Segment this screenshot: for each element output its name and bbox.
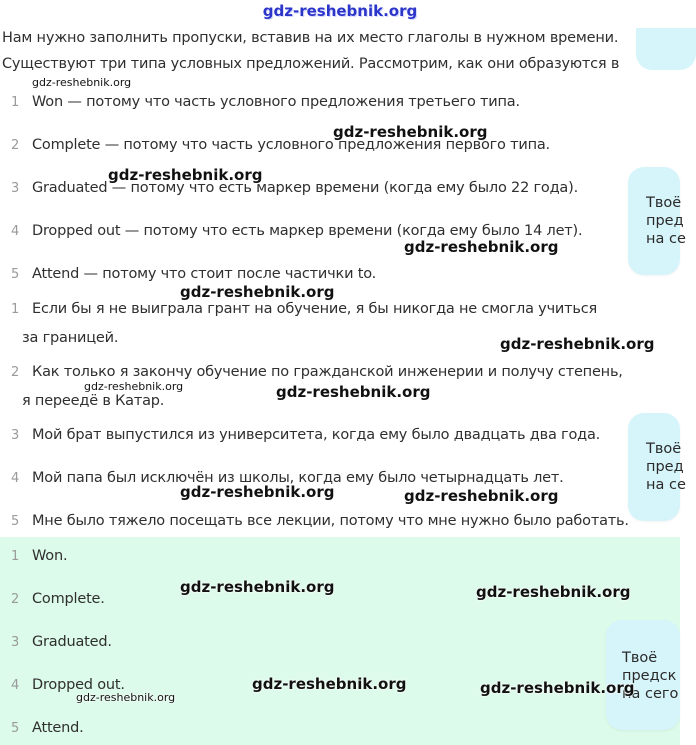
item-number: 4 — [11, 678, 20, 693]
watermark: gdz-reshebnik.org — [333, 123, 488, 141]
list-item — [0, 174, 640, 203]
bubble-line: на сего — [622, 686, 679, 702]
item-text: Мой брат выпустился из университета, когда ему было двадцать два года. — [32, 427, 601, 443]
item-number: 5 — [11, 514, 20, 529]
bubble-line: предск — [622, 668, 677, 684]
item-text: Won. — [32, 548, 68, 564]
top-bubble-fragment — [636, 28, 696, 70]
item-number: 5 — [11, 721, 20, 736]
watermark: gdz-reshebnik.org — [276, 383, 431, 401]
item-number: 5 — [11, 267, 20, 282]
watermark: gdz-reshebnik.org — [180, 578, 335, 596]
intro-line-1: Нам нужно заполнить пропуски, вставив на их место глаголы в нужном времени. — [2, 30, 619, 46]
intro-line-2: Существуют три типа условных предложений. Рассмотрим, как они образуются в — [2, 56, 620, 72]
item-text: Dropped out — потому что есть маркер времени (когда ему было 14 лет). — [32, 223, 583, 239]
prediction-bubble[interactable] — [606, 620, 680, 730]
item-text: Won — потому что часть условного предложения третьего типа. — [32, 94, 520, 110]
watermark: gdz-reshebnik.org — [108, 166, 263, 184]
watermark: gdz-reshebnik.org — [180, 283, 335, 301]
watermark: gdz-reshebnik.org — [76, 691, 176, 704]
bubble-line: Твоё — [622, 650, 658, 666]
list-item — [0, 88, 640, 117]
item-number: 3 — [11, 635, 20, 650]
watermark: gdz-reshebnik.org — [500, 335, 655, 353]
site-watermark-top: gdz-reshebnik.org — [262, 2, 418, 20]
bubble-line: Твоё — [646, 441, 682, 457]
list-item — [0, 421, 640, 450]
item-text: Attend. — [32, 720, 84, 736]
watermark: gdz-reshebnik.org — [84, 380, 184, 393]
item-text: Graduated. — [32, 634, 112, 650]
list-item — [0, 628, 640, 657]
prediction-bubble[interactable] — [628, 413, 686, 521]
list-item — [0, 131, 640, 160]
item-text: Attend — потому что стоит после частички to. — [32, 266, 377, 282]
watermark: gdz-reshebnik.org — [404, 487, 559, 505]
item-number: 2 — [11, 365, 20, 380]
bubble-line: на се — [646, 477, 686, 493]
item-text: Dropped out. — [32, 677, 125, 693]
bubble-line: Твоё — [646, 195, 682, 211]
watermark: gdz-reshebnik.org — [476, 583, 631, 601]
item-text: Complete. — [32, 591, 105, 607]
item-number: 4 — [11, 224, 20, 239]
item-text: Мне было тяжело посещать все лекции, потому что мне нужно было работать. — [32, 513, 629, 529]
item-text: Если бы я не выиграла грант на обучение, я бы никогда не смогла учиться за границей. — [22, 301, 598, 346]
item-number: 2 — [11, 592, 20, 607]
watermark: gdz-reshebnik.org — [480, 679, 635, 697]
item-number: 1 — [11, 302, 20, 317]
bubble-line: на се — [646, 231, 686, 247]
item-number: 1 — [11, 95, 20, 110]
item-number: 1 — [11, 549, 20, 564]
watermark: gdz-reshebnik.org — [180, 483, 335, 501]
watermark: gdz-reshebnik.org — [32, 76, 132, 89]
list-item — [0, 542, 640, 571]
watermark: gdz-reshebnik.org — [252, 675, 407, 693]
list-item — [0, 714, 640, 743]
item-number: 4 — [11, 471, 20, 486]
item-text: Как только я закончу обучение по гражданской инженерии и получу степень, я переедё в Катар. — [22, 364, 623, 409]
item-number: 3 — [11, 428, 20, 443]
item-text: Complete — потому что часть условного предложения первого типа. — [32, 137, 550, 153]
bubble-line: пред — [646, 459, 684, 475]
item-number: 2 — [11, 138, 20, 153]
item-text: Graduated — потому что есть маркер времени (когда ему было 22 года). — [32, 180, 578, 196]
item-number: 3 — [11, 181, 20, 196]
item-text: Мой папа был исключён из школы, когда ему было четырнадцать лет. — [32, 470, 564, 486]
prediction-bubble[interactable] — [628, 167, 686, 275]
bubble-line: пред — [646, 213, 684, 229]
watermark: gdz-reshebnik.org — [404, 238, 559, 256]
list-item — [0, 507, 640, 536]
